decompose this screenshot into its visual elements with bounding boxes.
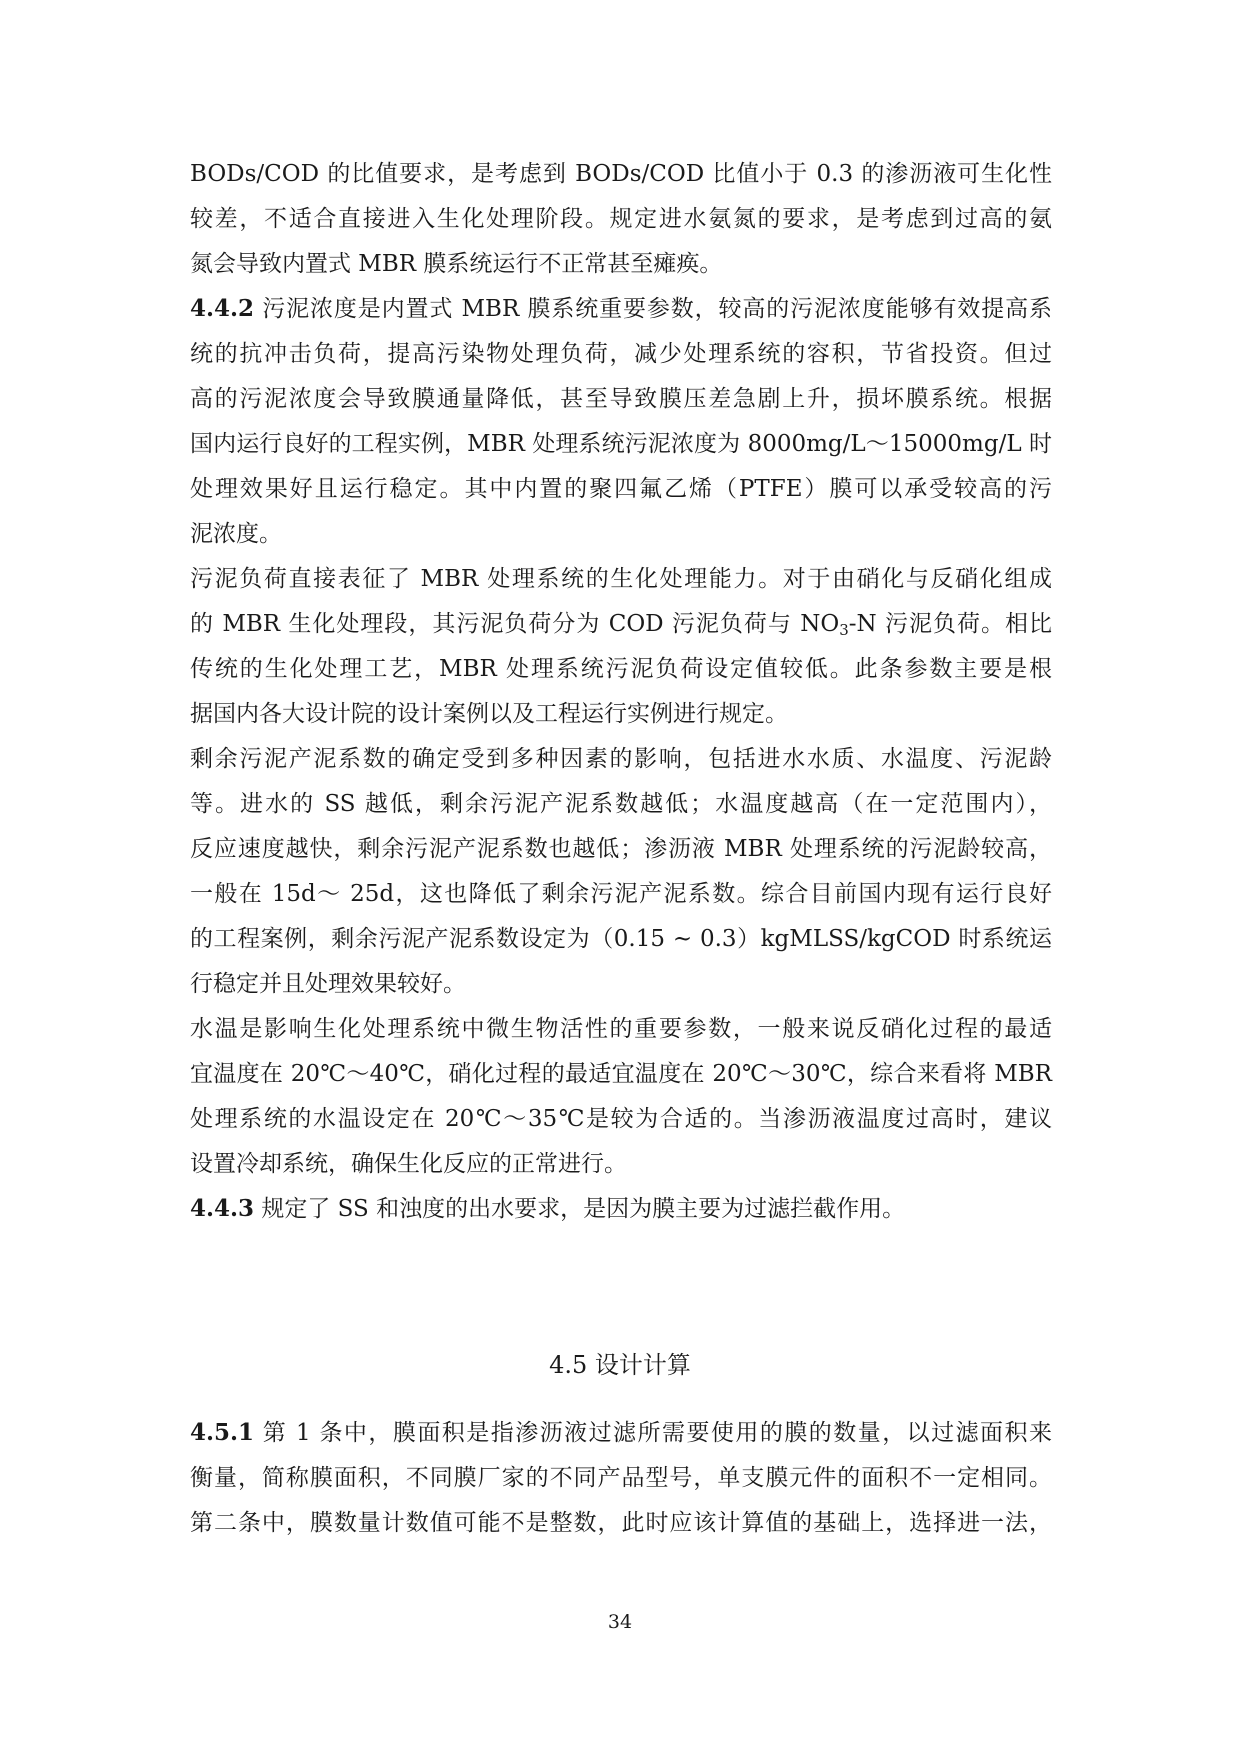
- text-line: 氮会导致内置式 MBR 膜系统运行不正常甚至瘫痪。: [190, 251, 723, 277]
- clause-number: 4.4.2: [190, 295, 255, 322]
- text-line: 的工程案例，剩余污泥产泥系数设定为（0.15 ~ 0.3）kgMLSS/kgCOD 时系统运: [190, 926, 1052, 952]
- clause-number: 4.4.3: [190, 1195, 255, 1222]
- text-line: 衡量，简称膜面积，不同膜厂家的不同产品型号，单支膜元件的面积不一定相同。: [190, 1465, 1052, 1491]
- text-line: 国内运行良好的工程实例，MBR 处理系统污泥浓度为 8000mg/L～15000mg/L 时: [190, 431, 1052, 457]
- text-line: 第二条中，膜数量计数值可能不是整数，此时应该计算值的基础上，选择进一法，: [190, 1510, 1052, 1536]
- text-line: 传统的生化处理工艺，MBR 处理系统污泥负荷设定值较低。此条参数主要是根: [190, 656, 1052, 682]
- text-line: 行稳定并且处理效果较好。: [190, 971, 466, 997]
- text-line: 污泥负荷直接表征了 MBR 处理系统的生化处理能力。对于由硝化与反硝化组成: [190, 566, 1052, 592]
- text-line: BODs/COD 的比值要求，是考虑到 BODs/COD 比值小于 0.3 的渗沥液可生化性: [190, 161, 1052, 187]
- text-line: 处理系统的水温设定在 20℃～35℃是较为合适的。当渗沥液温度过高时，建议: [190, 1106, 1052, 1132]
- text-line: 一般在 15d～ 25d，这也降低了剩余污泥产泥系数。综合目前国内现有运行良好: [190, 881, 1052, 907]
- clause-text: 规定了 SS 和浊度的出水要求，是因为膜主要为过滤拦截作用。: [254, 1196, 906, 1222]
- text-line: 设置冷却系统，确保生化反应的正常进行。: [190, 1151, 627, 1177]
- text-line: 宜温度在 20℃～40℃，硝化过程的最适宜温度在 20℃～30℃，综合来看将 MBR: [190, 1061, 1052, 1087]
- text-line: [190, 604, 1052, 644]
- clause-line: [190, 1189, 1052, 1229]
- text-line: 反应速度越快，剩余污泥产泥系数也越低；渗沥液 MBR 处理系统的污泥龄较高，: [190, 836, 1052, 862]
- text-segment: 的 MBR 生化处理段，其污泥负荷分为 COD 污泥负荷与 NO: [190, 611, 840, 637]
- text-line: 泥浓度。: [190, 521, 282, 547]
- text-line: 统的抗冲击负荷，提高污染物处理负荷，减少处理系统的容积，节省投资。但过: [190, 341, 1052, 367]
- text-line: 水温是影响生化处理系统中微生物活性的重要参数，一般来说反硝化过程的最适: [190, 1016, 1052, 1042]
- clause-line: [190, 289, 1052, 329]
- text-line: 剩余污泥产泥系数的确定受到多种因素的影响，包括进水水质、水温度、污泥龄: [190, 746, 1052, 772]
- text-line: 高的污泥浓度会导致膜通量降低，甚至导致膜压差急剧上升，损坏膜系统。根据: [190, 386, 1052, 412]
- clause-text: 污泥浓度是内置式 MBR 膜系统重要参数，较高的污泥浓度能够有效提高系: [254, 296, 1052, 322]
- text-line: 处理效果好且运行稳定。其中内置的聚四氟乙烯（PTFE）膜可以承受较高的污: [190, 476, 1052, 502]
- page-number: 34: [607, 1611, 633, 1633]
- clause-line: [190, 1413, 1052, 1453]
- text-line: 据国内各大设计院的设计案例以及工程运行实例进行规定。: [190, 701, 788, 727]
- text-line: 等。进水的 SS 越低，剩余污泥产泥系数越低；水温度越高（在一定范围内），: [190, 791, 1052, 817]
- section-heading: 4.5 设计计算: [549, 1351, 691, 1379]
- clause-number: 4.5.1: [190, 1419, 255, 1446]
- clause-text: 第 1 条中，膜面积是指渗沥液过滤所需要使用的膜的数量，以过滤面积来: [254, 1420, 1052, 1446]
- text-segment: -N 污泥负荷。相比: [848, 611, 1052, 637]
- text-line: 较差，不适合直接进入生化处理阶段。规定进水氨氮的要求，是考虑到过高的氨: [190, 206, 1052, 232]
- subscript: 3: [839, 621, 849, 639]
